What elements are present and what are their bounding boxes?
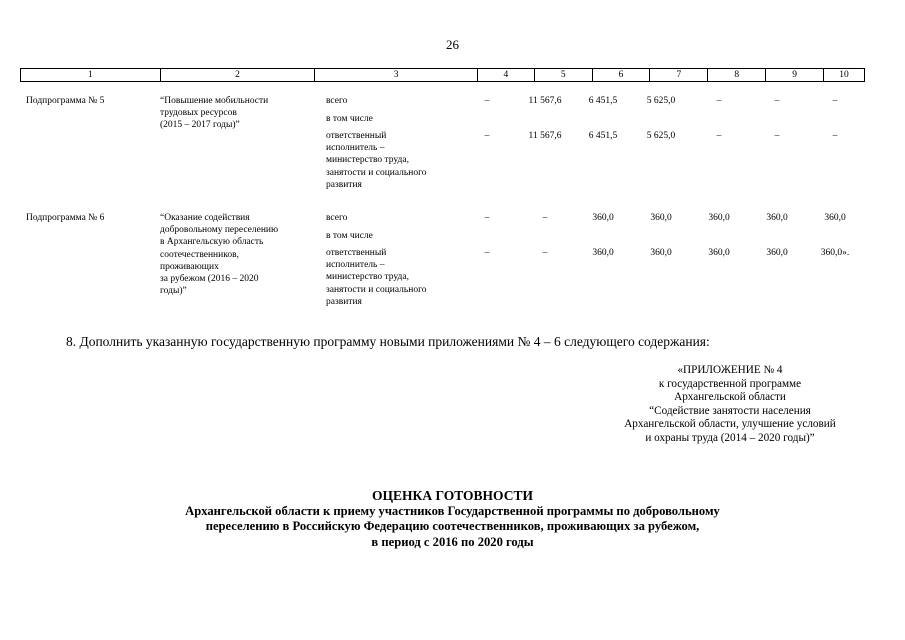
item-8-paragraph: 8. Дополнить указанную государственную программу новыми приложениями № 4 – 6 следующего содержания: bbox=[66, 334, 710, 349]
row-5-executor-col-8: – bbox=[716, 131, 722, 141]
row-5-total-col-8: – bbox=[716, 96, 722, 106]
document-title: ОЦЕНКА ГОТОВНОСТИ bbox=[372, 488, 533, 503]
appendix-line: Архангельской области, улучшение условий bbox=[624, 418, 836, 431]
row-5-name: “Повышение мобильности трудовых ресурсов (2015 – 2017 годы)” bbox=[160, 96, 269, 131]
row-5-label: Подпрограмма № 5 bbox=[26, 96, 105, 106]
row-5-including-label: в том числе bbox=[326, 114, 373, 124]
row-6-total-col-7: 360,0 bbox=[650, 213, 672, 223]
column-header-8: 8 bbox=[708, 69, 766, 81]
row-6-executor-label: ответственный исполнитель – министерство труда, занятости и социального развития bbox=[326, 248, 427, 307]
appendix-line: “Содействие занятости населения bbox=[649, 404, 811, 417]
row-6-total-label: всего bbox=[326, 213, 348, 223]
row-6-label: Подпрограмма № 6 bbox=[26, 213, 105, 223]
document-subtitle-line: переселению в Российскую Федерацию соотечественников, проживающих за рубежом, bbox=[205, 519, 700, 533]
row-5-total-col-9: – bbox=[774, 96, 780, 106]
row-6-executor-col-6: 360,0 bbox=[592, 248, 614, 258]
row-5-total-col-6: 6 451,5 bbox=[588, 96, 618, 106]
column-header-9: 9 bbox=[766, 69, 824, 81]
row-6-total-col-6: 360,0 bbox=[592, 213, 614, 223]
row-5-executor-col-6: 6 451,5 bbox=[588, 131, 618, 141]
row-6-executor-col-5: – bbox=[542, 248, 548, 258]
page-number: 26 bbox=[446, 37, 459, 52]
column-header-2: 2 bbox=[161, 69, 316, 81]
row-5-total-col-7: 5 625,0 bbox=[646, 96, 676, 106]
row-6-name: “Оказание содействия добровольному переселению в Архангельскую область соотечественников, проживающих за рубежом (2016 – 2020 годы)” bbox=[160, 213, 279, 297]
document-subtitle-line: в период с 2016 по 2020 годы bbox=[371, 534, 534, 549]
row-5-executor-col-4: – bbox=[484, 131, 490, 141]
appendix-line: «ПРИЛОЖЕНИЕ № 4 bbox=[677, 364, 783, 376]
row-5-executor-col-7: 5 625,0 bbox=[646, 131, 676, 141]
appendix-heading bbox=[560, 364, 900, 446]
appendix-line: к государственной программе bbox=[658, 377, 802, 390]
row-5-total-col-10: – bbox=[832, 96, 838, 106]
row-5-executor-col-10: – bbox=[832, 131, 838, 141]
column-header-1: 1 bbox=[21, 69, 161, 81]
column-header-6: 6 bbox=[593, 69, 651, 81]
row-5-total-col-5: 11 567,6 bbox=[528, 96, 562, 106]
row-6-total-col-9: 360,0 bbox=[766, 213, 788, 223]
row-6-executor-col-7: 360,0 bbox=[650, 248, 672, 258]
column-header-4: 4 bbox=[478, 69, 535, 81]
row-6-executor-col-8: 360,0 bbox=[708, 248, 730, 258]
column-header-10: 10 bbox=[839, 70, 849, 80]
document-title-block bbox=[0, 488, 905, 550]
row-6-including-label: в том числе bbox=[326, 231, 373, 241]
document-subtitle-line: Архангельской области к приему участников Государственной программы по добровольному bbox=[185, 503, 720, 518]
column-header-5: 5 bbox=[535, 69, 593, 81]
row-5-executor-col-9: – bbox=[774, 131, 780, 141]
column-header-3: 3 bbox=[315, 69, 478, 81]
row-6-executor-col-4: – bbox=[484, 248, 490, 258]
row-6-total-col-8: 360,0 bbox=[708, 213, 730, 223]
row-5-total-col-4: – bbox=[484, 96, 490, 106]
row-5-executor-label: ответственный исполнитель – министерство труда, занятости и социального развития bbox=[326, 131, 427, 190]
row-5-executor-col-5: 11 567,6 bbox=[528, 131, 562, 141]
row-6-executor-col-9: 360,0 bbox=[766, 248, 788, 258]
row-6-total-col-10: 360,0 bbox=[824, 213, 846, 223]
table-column-header bbox=[20, 68, 865, 82]
row-6-total-col-5: – bbox=[542, 213, 548, 223]
row-6-executor-col-10: 360,0». bbox=[820, 248, 850, 258]
column-header-7: 7 bbox=[650, 69, 708, 81]
appendix-line: и охраны труда (2014 – 2020 годы)” bbox=[645, 431, 815, 444]
appendix-line: Архангельской области bbox=[674, 391, 786, 404]
row-6-total-col-4: – bbox=[484, 213, 490, 223]
row-5-total-label: всего bbox=[326, 96, 348, 106]
